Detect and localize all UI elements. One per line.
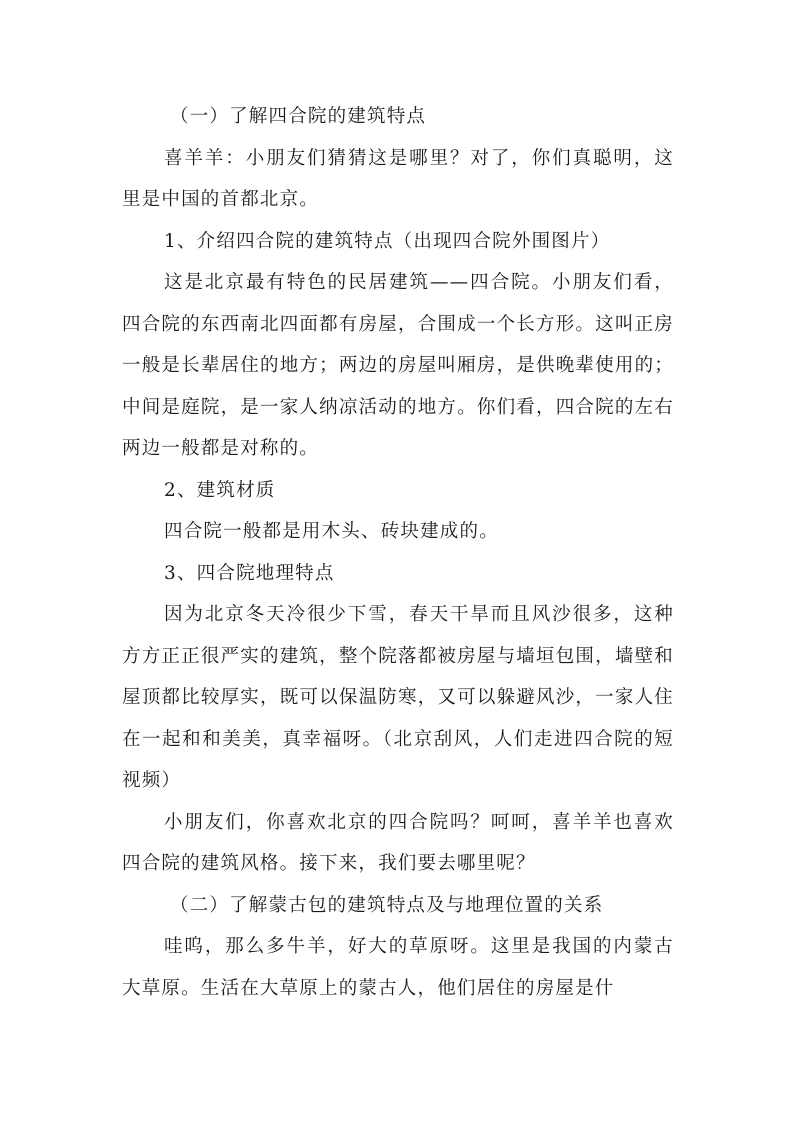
subheading: 1、介绍四合院的建筑特点（出现四合院外围图片） <box>164 230 611 252</box>
paragraph: 这是北京最有特色的民居建筑——四合院。小朋友们看，四合院的东西南北四面都有房屋，合围成一个长方形。这叫正房一般是长辈居住的地方；两边的房屋叫厢房，是供晚辈使用的；中间是庭院，是一家人纳凉活动的地方。你们看，四合院的左右两边一般都是对称的。 <box>122 272 674 459</box>
paragraph: 四合院一般都是用木头、砖块建成的。 <box>164 521 499 542</box>
document-body <box>122 96 674 1009</box>
section-heading-2: （二）了解蒙古包的建筑特点及与地理位置的关系 <box>170 894 604 916</box>
paragraph: 因为北京冬天冷很少下雪，春天干旱而且风沙很多，这种方方正正很严实的建筑，整个院落都被房屋与墙垣包围，墙壁和屋顶都比较厚实，既可以保温防寒，又可以躲避风沙，一家人住在一起和和美美，真幸福呀。（北京刮风，人们走进四合院的短视频） <box>122 604 674 791</box>
subheading: 2、建筑材质 <box>164 479 276 501</box>
subheading: 3、四合院地理特点 <box>164 562 335 584</box>
paragraph: 小朋友们，你喜欢北京的四合院吗？呵呵，喜羊羊也喜欢四合院的建筑风格。接下来，我们要去哪里呢？ <box>122 811 674 874</box>
paragraph: 哇呜，那么多牛羊，好大的草原呀。这里是我国的内蒙古大草原。生活在大草原上的蒙古人，他们居住的房屋是什 <box>122 936 674 999</box>
paragraph: 喜羊羊：小朋友们猜猜这是哪里？对了，你们真聪明，这里是中国的首都北京。 <box>122 147 674 210</box>
section-heading-1: （一）了解四合院的建筑特点 <box>170 106 427 127</box>
